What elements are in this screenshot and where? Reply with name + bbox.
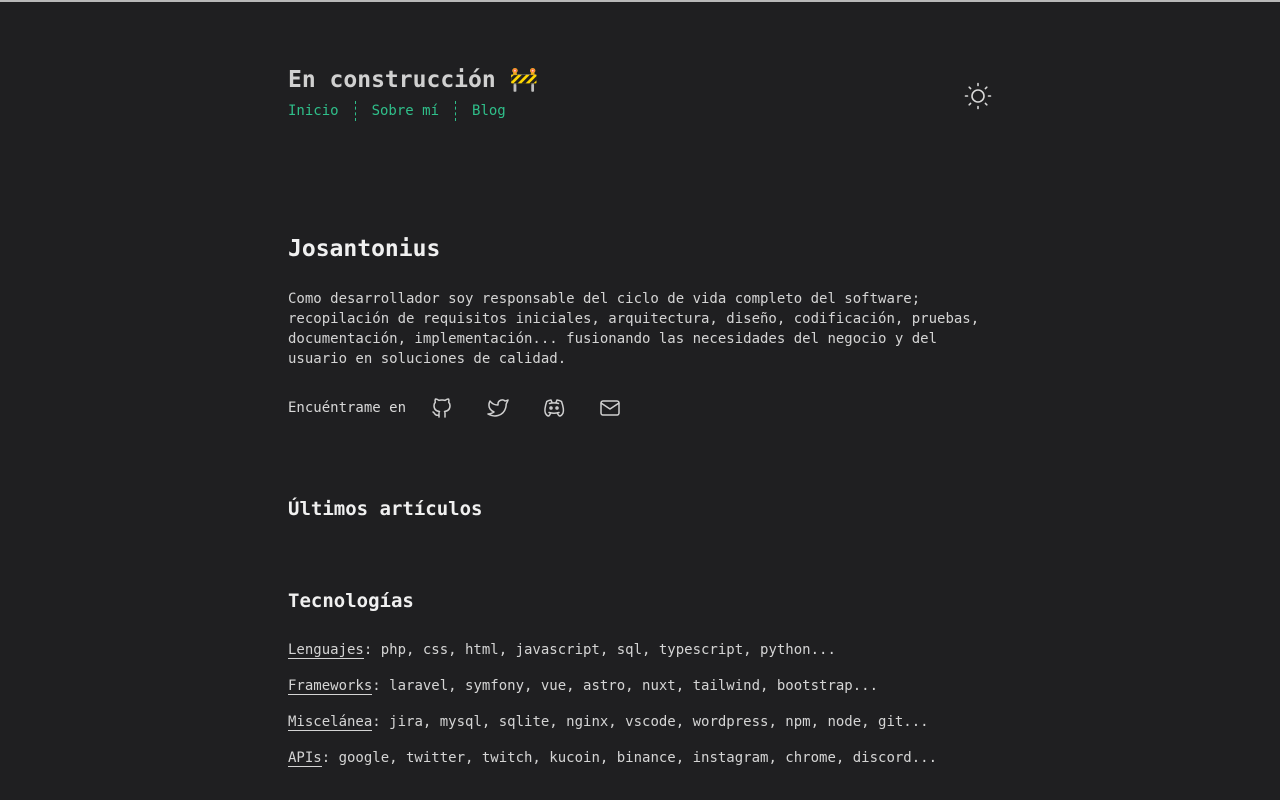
twitter-icon xyxy=(486,396,510,420)
discord-icon xyxy=(542,396,566,420)
discord-link[interactable] xyxy=(542,396,566,420)
main-nav xyxy=(288,101,522,121)
tech-list-misc: : jira, mysql, sqlite, nginx, vscode, wordpress, npm, node, git... xyxy=(372,714,929,730)
top-border-line xyxy=(0,0,1280,2)
site-title[interactable]: En construcción 🚧 xyxy=(288,67,539,93)
nav-sobre-mi[interactable]: Sobre mí xyxy=(355,101,455,121)
theme-toggle-button[interactable] xyxy=(964,82,992,110)
tech-tag-languages[interactable]: Lenguajes xyxy=(288,642,364,658)
sun-icon xyxy=(964,82,992,110)
social-links xyxy=(288,394,654,422)
tech-list-frameworks: : laravel, symfony, vue, astro, nuxt, tailwind, bootstrap... xyxy=(372,678,879,694)
tech-item-misc xyxy=(288,712,929,732)
tech-list-apis: : google, twitter, twitch, kucoin, binance, instagram, chrome, discord... xyxy=(321,750,938,766)
mail-icon xyxy=(598,396,622,420)
twitter-link[interactable] xyxy=(486,396,510,420)
profile-name: Josantonius xyxy=(288,236,441,262)
tech-list-languages: : php, css, html, javascript, sql, typescript, python... xyxy=(363,642,836,658)
tech-item-apis xyxy=(288,748,937,768)
latest-articles-title: Últimos artículos xyxy=(288,498,483,520)
nav-inicio[interactable]: Inicio xyxy=(288,103,339,119)
find-me-label: Encuéntrame en xyxy=(288,400,407,416)
technologies-title: Tecnologías xyxy=(288,590,414,612)
mail-link[interactable] xyxy=(598,396,622,420)
tech-tag-misc[interactable]: Miscelánea xyxy=(288,714,373,730)
tech-tag-frameworks[interactable]: Frameworks xyxy=(288,678,373,694)
github-link[interactable] xyxy=(430,396,454,420)
tech-tag-apis[interactable]: APIs xyxy=(288,750,322,766)
tech-item-languages xyxy=(288,640,836,660)
profile-bio: Como desarrollador soy responsable del ciclo de vida completo del software; recopilación de requisitos iniciales, arquitectura, diseño, codificación, pruebas, documentación, implementación... fusionando las necesidades del negocio y del usuario en soluciones de calidad. xyxy=(288,291,980,367)
github-icon xyxy=(430,396,454,420)
tech-item-frameworks xyxy=(288,676,878,696)
nav-blog[interactable]: Blog xyxy=(455,101,522,121)
